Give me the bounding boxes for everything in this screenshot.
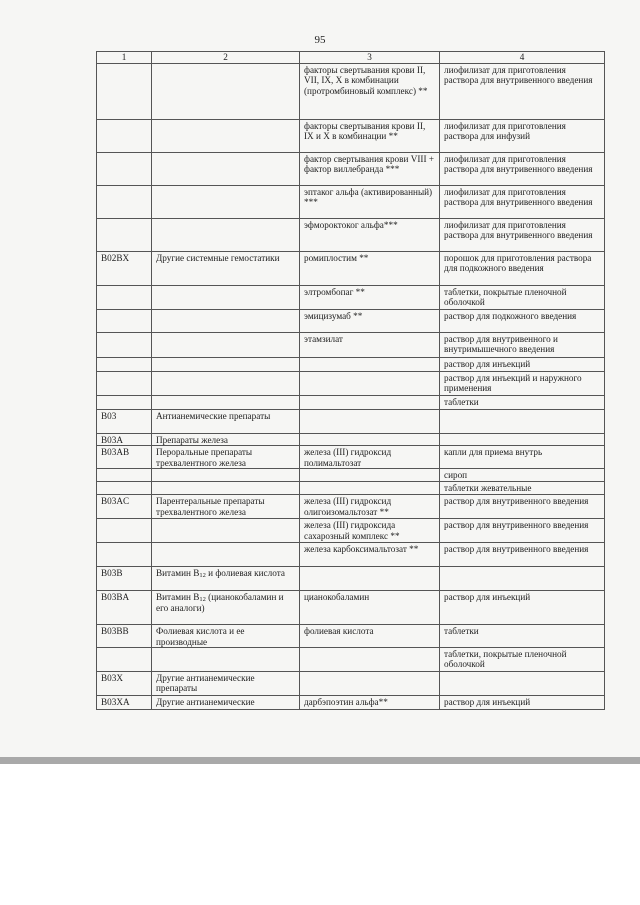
group-name-cell: Препараты железа xyxy=(152,434,300,446)
group-name-cell xyxy=(152,120,300,153)
atc-code-cell: B03BA xyxy=(97,591,152,625)
dosage-form-cell: раствор для инъекций xyxy=(440,358,605,372)
group-name-cell xyxy=(152,186,300,219)
table-row xyxy=(97,648,605,672)
column-header: 4 xyxy=(440,52,605,64)
drug-name-cell: железа карбоксимальтозат ** xyxy=(300,543,440,567)
drug-name-cell xyxy=(300,567,440,591)
group-name-cell xyxy=(152,333,300,358)
atc-code-cell: B03BB xyxy=(97,625,152,648)
drug-name-cell: факторы свертывания крови II, IX и X в комбинации ** xyxy=(300,120,440,153)
atc-code-cell: B03 xyxy=(97,410,152,434)
atc-code-cell xyxy=(97,519,152,543)
dosage-form-cell: раствор для инъекций и наружного применения xyxy=(440,372,605,396)
atc-code-cell xyxy=(97,358,152,372)
table-row xyxy=(97,446,605,469)
group-name-cell xyxy=(152,219,300,252)
drug-name-cell: ромиплостим ** xyxy=(300,252,440,286)
atc-code-cell xyxy=(97,372,152,396)
drug-name-cell: железа (III) гидроксида сахарозный комплекс ** xyxy=(300,519,440,543)
drug-name-cell xyxy=(300,396,440,410)
dosage-form-cell: таблетки, покрытые пленочной оболочкой xyxy=(440,648,605,672)
group-name-cell: Другие системные гемостатики xyxy=(152,252,300,286)
atc-code-cell: B03AC xyxy=(97,495,152,519)
group-name-cell: Фолиевая кислота и ее производные xyxy=(152,625,300,648)
dosage-form-cell: раствор для инъекций xyxy=(440,696,605,710)
table-row xyxy=(97,219,605,252)
group-name-cell: Парентеральные препараты трехвалентного железа xyxy=(152,495,300,519)
table-row xyxy=(97,120,605,153)
atc-code-cell xyxy=(97,648,152,672)
drug-name-cell xyxy=(300,410,440,434)
dosage-form-cell: порошок для приготовления раствора для подкожного введения xyxy=(440,252,605,286)
dosage-form-cell xyxy=(440,410,605,434)
drug-name-cell xyxy=(300,648,440,672)
table-row xyxy=(97,672,605,696)
group-name-cell xyxy=(152,519,300,543)
drug-name-cell xyxy=(300,372,440,396)
column-header: 1 xyxy=(97,52,152,64)
dosage-form-cell: капли для приема внутрь xyxy=(440,446,605,469)
atc-code-cell: B03X xyxy=(97,672,152,696)
table-row xyxy=(97,567,605,591)
table-row xyxy=(97,469,605,482)
atc-code-cell: B03A xyxy=(97,434,152,446)
group-name-cell xyxy=(152,64,300,120)
dosage-form-cell xyxy=(440,434,605,446)
atc-code-cell xyxy=(97,286,152,310)
header-row xyxy=(97,52,605,64)
group-name-cell xyxy=(152,153,300,186)
table-row xyxy=(97,64,605,120)
drug-name-cell: эмицизумаб ** xyxy=(300,310,440,333)
atc-code-cell xyxy=(97,186,152,219)
table-row xyxy=(97,519,605,543)
table-row xyxy=(97,372,605,396)
atc-code-cell: B03B xyxy=(97,567,152,591)
table-row xyxy=(97,186,605,219)
atc-code-cell: B03XA xyxy=(97,696,152,710)
table-row xyxy=(97,625,605,648)
dosage-form-cell: раствор для внутривенного введения xyxy=(440,543,605,567)
table-row xyxy=(97,495,605,519)
drug-name-cell xyxy=(300,469,440,482)
drug-name-cell: элтромбопаг ** xyxy=(300,286,440,310)
atc-code-cell xyxy=(97,469,152,482)
dosage-form-cell xyxy=(440,567,605,591)
group-name-cell xyxy=(152,310,300,333)
table-row xyxy=(97,310,605,333)
atc-code-cell xyxy=(97,396,152,410)
drug-name-cell: этамзилат xyxy=(300,333,440,358)
dosage-form-cell xyxy=(440,672,605,696)
group-name-cell xyxy=(152,396,300,410)
group-name-cell xyxy=(152,358,300,372)
column-header: 3 xyxy=(300,52,440,64)
table-row xyxy=(97,482,605,495)
dosage-form-cell: лиофилизат для приготовления раствора для внутривенного введения xyxy=(440,64,605,120)
dosage-form-cell: раствор для внутривенного введения xyxy=(440,495,605,519)
dosage-form-cell: лиофилизат для приготовления раствора для инфузий xyxy=(440,120,605,153)
drug-name-cell: дарбэпоэтин альфа** xyxy=(300,696,440,710)
atc-code-cell xyxy=(97,482,152,495)
table-row xyxy=(97,333,605,358)
table-row xyxy=(97,591,605,625)
group-name-cell xyxy=(152,372,300,396)
dosage-form-cell: таблетки жевательные xyxy=(440,482,605,495)
dosage-form-cell: таблетки xyxy=(440,625,605,648)
group-name-cell: Витамин $B_{12}$ (цианокобаламин и его аналоги) xyxy=(152,591,300,625)
dosage-form-cell: сироп xyxy=(440,469,605,482)
column-header: 2 xyxy=(152,52,300,64)
atc-code-cell: B02BX xyxy=(97,252,152,286)
group-name-cell: Антианемические препараты xyxy=(152,410,300,434)
group-name-cell xyxy=(152,286,300,310)
table-row xyxy=(97,286,605,310)
atc-code-cell xyxy=(97,153,152,186)
drug-name-cell xyxy=(300,482,440,495)
group-name-cell: Витамин $B_{12}$ и фолиевая кислота xyxy=(152,567,300,591)
dosage-form-cell: раствор для внутривенного и внутримышечного введения xyxy=(440,333,605,358)
drug-name-cell: фактор свертывания крови VIII + фактор виллебранда *** xyxy=(300,153,440,186)
drug-name-cell: железа (III) гидроксид полимальтозат xyxy=(300,446,440,469)
table-row xyxy=(97,434,605,446)
dosage-form-cell: таблетки, покрытые пленочной оболочкой xyxy=(440,286,605,310)
dosage-form-cell: раствор для внутривенного введения xyxy=(440,519,605,543)
scan-edge xyxy=(0,757,640,764)
page-number: 95 xyxy=(314,34,326,46)
atc-code-cell xyxy=(97,64,152,120)
atc-code-cell xyxy=(97,333,152,358)
atc-code-cell xyxy=(97,310,152,333)
group-name-cell: Пероральные препараты трехвалентного железа xyxy=(152,446,300,469)
drug-name-cell xyxy=(300,358,440,372)
table-row xyxy=(97,358,605,372)
table-row xyxy=(97,396,605,410)
dosage-form-cell: раствор для подкожного введения xyxy=(440,310,605,333)
table-row xyxy=(97,696,605,710)
group-name-cell xyxy=(152,648,300,672)
dosage-form-cell: лиофилизат для приготовления раствора для внутривенного введения xyxy=(440,186,605,219)
drug-name-cell: цианокобаламин xyxy=(300,591,440,625)
drug-name-cell: железа (III) гидроксид олигоизомальтозат ** xyxy=(300,495,440,519)
dosage-form-cell: раствор для инъекций xyxy=(440,591,605,625)
atc-code-cell xyxy=(97,543,152,567)
group-name-cell: Другие антианемические xyxy=(152,696,300,710)
table-row xyxy=(97,252,605,286)
drug-name-cell xyxy=(300,672,440,696)
group-name-cell: Другие антианемические препараты xyxy=(152,672,300,696)
table-row xyxy=(97,543,605,567)
drug-name-cell: эптаког альфа (активированный) *** xyxy=(300,186,440,219)
drug-name-cell xyxy=(300,434,440,446)
drug-table xyxy=(96,51,605,710)
dosage-form-cell: лиофилизат для приготовления раствора для внутривенного введения xyxy=(440,153,605,186)
table-row xyxy=(97,153,605,186)
group-name-cell xyxy=(152,482,300,495)
table-row xyxy=(97,410,605,434)
dosage-form-cell: таблетки xyxy=(440,396,605,410)
atc-code-cell xyxy=(97,120,152,153)
dosage-form-cell: лиофилизат для приготовления раствора для внутривенного введения xyxy=(440,219,605,252)
atc-code-cell xyxy=(97,219,152,252)
drug-name-cell: фолиевая кислота xyxy=(300,625,440,648)
group-name-cell xyxy=(152,543,300,567)
drug-name-cell: факторы свертывания крови II, VII, IX, X в комбинации (протромбиновый комплекс) ** xyxy=(300,64,440,120)
drug-name-cell: эфмороктоког альфа*** xyxy=(300,219,440,252)
group-name-cell xyxy=(152,469,300,482)
atc-code-cell: B03AB xyxy=(97,446,152,469)
